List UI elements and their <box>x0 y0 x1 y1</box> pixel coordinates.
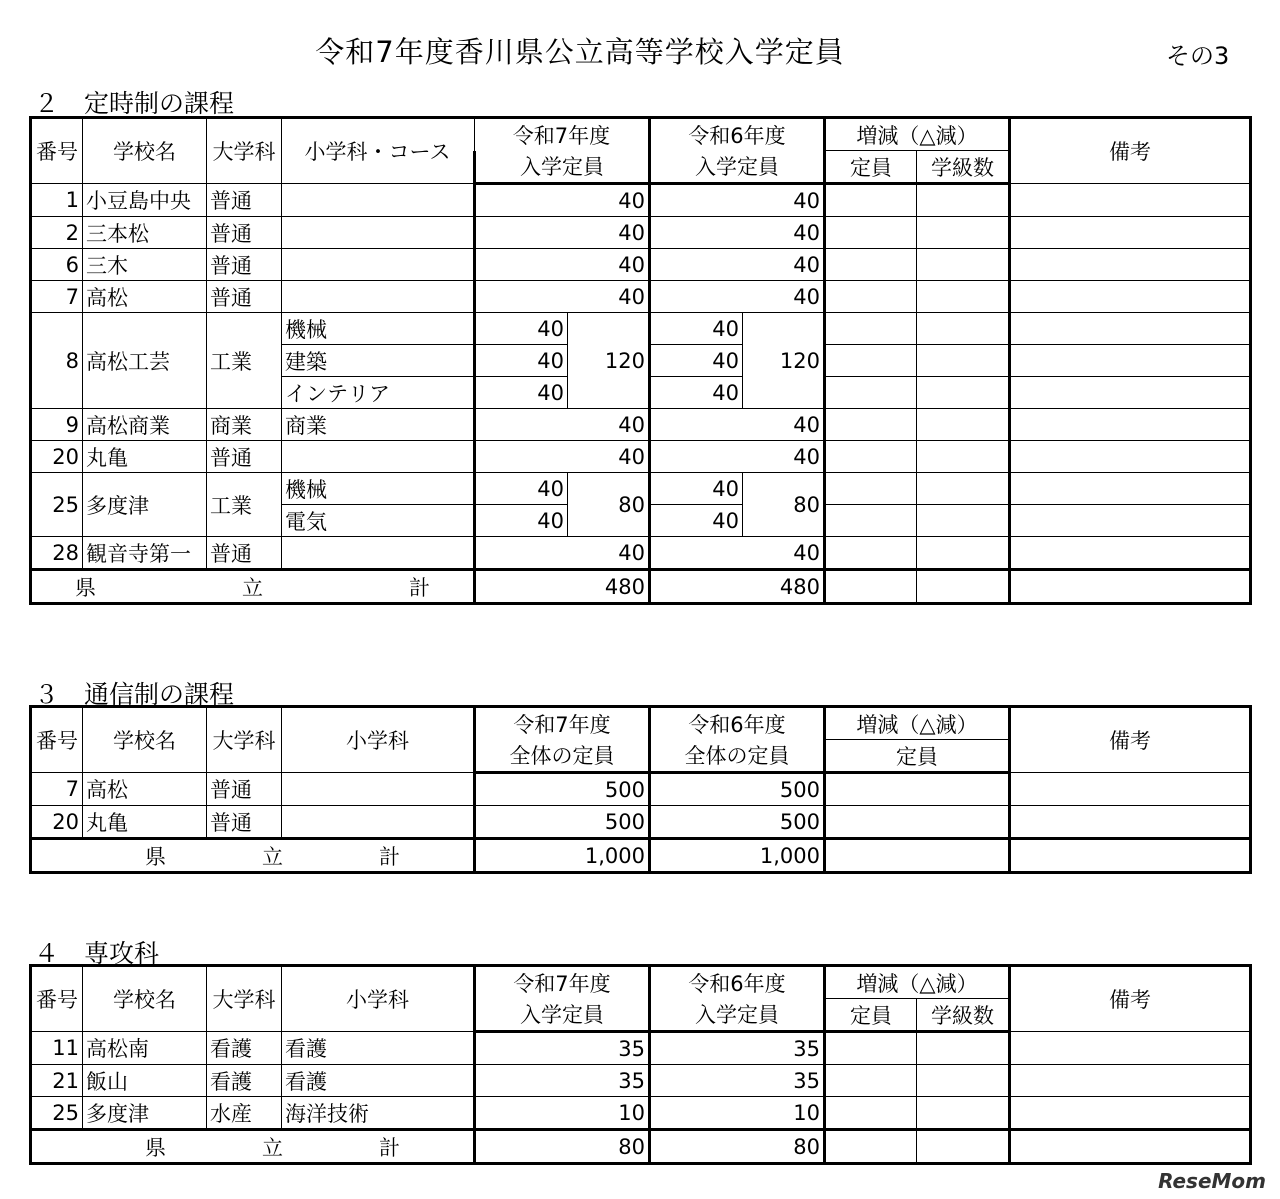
cell-change-classes <box>917 441 1010 473</box>
table-row <box>31 1032 1251 1065</box>
cell-dept: 普通 <box>207 249 282 281</box>
total-label-3: 計 <box>379 844 400 869</box>
cell-change-capacity <box>825 839 1010 873</box>
cell-sub: 電気 <box>282 505 475 537</box>
total-r6: 80 <box>650 1130 825 1164</box>
header-r6-top: 令和6年度 <box>650 707 825 740</box>
cell-dept: 看護 <box>207 1032 282 1065</box>
cell-notes <box>1010 773 1251 806</box>
header-r6-bottom: 全体の定員 <box>650 740 825 773</box>
cell-sub <box>282 441 475 473</box>
cell-change-capacity <box>825 281 917 313</box>
cell-notes <box>1010 217 1251 249</box>
cell-r7-sub: 40 <box>475 473 568 505</box>
cell-sub: 機械 <box>282 473 475 505</box>
header-r7-bottom: 全体の定員 <box>475 740 650 773</box>
cell-school: 高松 <box>83 281 207 313</box>
cell-notes <box>1010 249 1251 281</box>
cell-r7: 40 <box>475 409 650 441</box>
cell-notes <box>1010 441 1251 473</box>
cell-r6: 40 <box>650 409 825 441</box>
cell-change-capacity <box>825 537 917 570</box>
cell-notes <box>1010 1097 1251 1130</box>
cell-change-classes <box>917 473 1010 505</box>
header-r7-bottom: 入学定員 <box>475 151 650 184</box>
cell-r6: 500 <box>650 773 825 806</box>
cell-no: 6 <box>31 249 83 281</box>
cell-dept: 工業 <box>207 313 282 409</box>
cell-dept: 商業 <box>207 409 282 441</box>
header-no: 番号 <box>31 707 83 773</box>
table-row <box>31 184 1251 217</box>
header-dept: 大学科 <box>207 966 282 1032</box>
section-title-senkoka: ４ 専攻科 <box>34 939 160 968</box>
table-row <box>31 806 1251 839</box>
cell-r7: 10 <box>475 1097 650 1130</box>
cell-r7: 40 <box>475 249 650 281</box>
cell-no: 1 <box>31 184 83 217</box>
cell-no: 25 <box>31 473 83 537</box>
cell-r6: 40 <box>650 537 825 570</box>
cell-notes <box>1010 473 1251 505</box>
senkoka-table <box>29 964 1252 1165</box>
cell-change-capacity <box>825 217 917 249</box>
page-title: 令和7年度香川県公立高等学校入学定員 <box>315 35 845 69</box>
cell-school: 多度津 <box>83 473 207 537</box>
header-school: 学校名 <box>83 118 207 184</box>
total-row <box>31 570 1251 604</box>
cell-r6: 40 <box>650 217 825 249</box>
section-title-tsushinsei: ３ 通信制の課程 <box>34 680 235 709</box>
cell-change-classes <box>917 1065 1010 1097</box>
cell-change-capacity <box>825 345 917 377</box>
cell-school: 高松南 <box>83 1032 207 1065</box>
cell-dept: 普通 <box>207 217 282 249</box>
cell-r6: 500 <box>650 806 825 839</box>
cell-r7: 35 <box>475 1065 650 1097</box>
table-row <box>31 313 1251 345</box>
cell-change-capacity <box>825 473 917 505</box>
table-row <box>31 537 1251 570</box>
total-r6: 480 <box>650 570 825 604</box>
cell-change-capacity <box>825 505 917 537</box>
cell-r7: 40 <box>475 537 650 570</box>
total-label-3: 計 <box>379 1135 400 1160</box>
cell-school: 高松商業 <box>83 409 207 441</box>
header-row-1 <box>31 707 1251 740</box>
header-dept: 大学科 <box>207 118 282 184</box>
cell-school: 高松工芸 <box>83 313 207 409</box>
cell-r7: 500 <box>475 806 650 839</box>
cell-r7-sub: 40 <box>475 505 568 537</box>
table-row <box>31 1097 1251 1130</box>
cell-r6-total: 120 <box>743 313 825 409</box>
cell-change-classes <box>917 281 1010 313</box>
header-dept: 大学科 <box>207 707 282 773</box>
cell-no: 20 <box>31 806 83 839</box>
cell-school: 三木 <box>83 249 207 281</box>
cell-change-classes <box>917 249 1010 281</box>
section-title-teijisei: ２ 定時制の課程 <box>34 89 235 118</box>
cell-notes <box>1010 313 1251 345</box>
cell-r6-sub: 40 <box>650 473 743 505</box>
cell-sub: 看護 <box>282 1065 475 1097</box>
table-row <box>31 409 1251 441</box>
cell-notes <box>1010 184 1251 217</box>
cell-r7: 500 <box>475 773 650 806</box>
cell-dept: 普通 <box>207 184 282 217</box>
cell-change-classes <box>917 184 1010 217</box>
table-row <box>31 281 1251 313</box>
cell-change-classes <box>917 377 1010 409</box>
header-r7-top: 令和7年度 <box>475 118 650 151</box>
header-subdept: 小学科・コース <box>282 118 475 184</box>
cell-dept: 水産 <box>207 1097 282 1130</box>
cell-school: 丸亀 <box>83 441 207 473</box>
header-row-1 <box>31 118 1251 151</box>
cell-change-capacity <box>825 1130 917 1164</box>
header-r6-bottom: 入学定員 <box>650 999 825 1032</box>
header-row-1 <box>31 966 1251 999</box>
header-no: 番号 <box>31 118 83 184</box>
cell-change-capacity <box>825 184 917 217</box>
cell-change-capacity <box>825 570 917 604</box>
cell-r6: 40 <box>650 249 825 281</box>
cell-change-capacity <box>825 1097 917 1130</box>
cell-change-classes <box>917 409 1010 441</box>
header-r7-top: 令和7年度 <box>475 707 650 740</box>
teijisei-table <box>29 116 1252 605</box>
cell-dept: 普通 <box>207 441 282 473</box>
header-r6-top: 令和6年度 <box>650 118 825 151</box>
total-label-1: 県 <box>75 575 96 600</box>
cell-no: 7 <box>31 281 83 313</box>
header-school: 学校名 <box>83 707 207 773</box>
cell-no: 20 <box>31 441 83 473</box>
tsushinsei-table <box>29 705 1252 874</box>
total-label-2: 立 <box>262 844 283 869</box>
cell-notes <box>1010 570 1251 604</box>
cell-r7: 35 <box>475 1032 650 1065</box>
cell-r6: 40 <box>650 441 825 473</box>
header-change: 増減（△減） <box>825 966 1010 999</box>
table-row <box>31 473 1251 505</box>
cell-dept: 普通 <box>207 773 282 806</box>
total-r7: 480 <box>475 570 650 604</box>
header-notes: 備考 <box>1010 966 1251 1032</box>
cell-school: 丸亀 <box>83 806 207 839</box>
total-label-2: 立 <box>262 1135 283 1160</box>
total-label-3: 計 <box>409 575 430 600</box>
header-subdept: 小学科 <box>282 707 475 773</box>
cell-r6: 40 <box>650 281 825 313</box>
cell-change-classes <box>917 1130 1010 1164</box>
cell-notes <box>1010 839 1251 873</box>
cell-change-classes <box>917 1032 1010 1065</box>
table-row <box>31 217 1251 249</box>
header-subdept: 小学科 <box>282 966 475 1032</box>
header-notes: 備考 <box>1010 707 1251 773</box>
page-label: その3 <box>1166 42 1230 70</box>
cell-dept: 普通 <box>207 537 282 570</box>
cell-school: 三本松 <box>83 217 207 249</box>
cell-r7: 40 <box>475 184 650 217</box>
cell-dept: 看護 <box>207 1065 282 1097</box>
cell-sub: 商業 <box>282 409 475 441</box>
cell-change-capacity <box>825 441 917 473</box>
total-label-1: 県 <box>145 844 166 869</box>
cell-change-classes <box>917 313 1010 345</box>
cell-change-classes <box>917 217 1010 249</box>
cell-r7-sub: 40 <box>475 377 568 409</box>
total-r6: 1,000 <box>650 839 825 873</box>
header-change: 増減（△減） <box>825 118 1010 151</box>
total-r7: 1,000 <box>475 839 650 873</box>
total-row <box>31 839 1251 873</box>
header-r6-bottom: 入学定員 <box>650 151 825 184</box>
cell-r6: 35 <box>650 1065 825 1097</box>
cell-dept: 工業 <box>207 473 282 537</box>
cell-sub: 機械 <box>282 313 475 345</box>
cell-notes <box>1010 345 1251 377</box>
total-label-2: 立 <box>242 575 263 600</box>
cell-r7-total: 80 <box>568 473 650 537</box>
cell-r6-total: 80 <box>743 473 825 537</box>
cell-r6: 40 <box>650 184 825 217</box>
total-label-1: 県 <box>145 1135 166 1160</box>
cell-r6-sub: 40 <box>650 313 743 345</box>
cell-no: 2 <box>31 217 83 249</box>
total-label <box>31 570 475 604</box>
cell-change-capacity <box>825 313 917 345</box>
header-change-capacity: 定員 <box>825 740 1010 773</box>
cell-sub <box>282 281 475 313</box>
cell-r6-sub: 40 <box>650 377 743 409</box>
cell-sub <box>282 249 475 281</box>
header-change: 増減（△減） <box>825 707 1010 740</box>
cell-school: 観音寺第一 <box>83 537 207 570</box>
cell-no: 8 <box>31 313 83 409</box>
cell-change-capacity <box>825 1065 917 1097</box>
cell-notes <box>1010 1032 1251 1065</box>
cell-change-capacity <box>825 806 1010 839</box>
total-label <box>31 1130 475 1164</box>
cell-no: 28 <box>31 537 83 570</box>
cell-r7-sub: 40 <box>475 345 568 377</box>
cell-sub: 海洋技術 <box>282 1097 475 1130</box>
cell-r6-sub: 40 <box>650 505 743 537</box>
header-change-classes: 学級数 <box>917 999 1010 1032</box>
cell-change-capacity <box>825 377 917 409</box>
cell-school: 高松 <box>83 773 207 806</box>
cell-notes <box>1010 409 1251 441</box>
cell-sub: インテリア <box>282 377 475 409</box>
header-change-capacity: 定員 <box>825 151 917 184</box>
cell-sub: 建築 <box>282 345 475 377</box>
cell-no: 25 <box>31 1097 83 1130</box>
cell-change-capacity <box>825 409 917 441</box>
cell-dept: 普通 <box>207 281 282 313</box>
header-school: 学校名 <box>83 966 207 1032</box>
header-r7-bottom: 入学定員 <box>475 999 650 1032</box>
table-row <box>31 773 1251 806</box>
cell-sub <box>282 184 475 217</box>
cell-r7: 40 <box>475 441 650 473</box>
header-no: 番号 <box>31 966 83 1032</box>
cell-change-capacity <box>825 773 1010 806</box>
cell-change-classes <box>917 505 1010 537</box>
cell-dept: 普通 <box>207 806 282 839</box>
table-row <box>31 249 1251 281</box>
cell-notes <box>1010 806 1251 839</box>
cell-r6: 35 <box>650 1032 825 1065</box>
cell-no: 9 <box>31 409 83 441</box>
cell-sub <box>282 773 475 806</box>
cell-change-capacity <box>825 249 917 281</box>
cell-r7: 40 <box>475 281 650 313</box>
cell-sub <box>282 537 475 570</box>
cell-change-classes <box>917 1097 1010 1130</box>
cell-sub: 看護 <box>282 1032 475 1065</box>
total-label <box>31 839 475 873</box>
cell-change-classes <box>917 537 1010 570</box>
header-change-classes: 学級数 <box>917 151 1010 184</box>
cell-r6: 10 <box>650 1097 825 1130</box>
cell-change-capacity <box>825 1032 917 1065</box>
watermark-logo: ReseMom <box>1158 1169 1266 1193</box>
cell-r7-total: 120 <box>568 313 650 409</box>
cell-school: 多度津 <box>83 1097 207 1130</box>
cell-school: 小豆島中央 <box>83 184 207 217</box>
header-r7-top: 令和7年度 <box>475 966 650 999</box>
header-change-capacity: 定員 <box>825 999 917 1032</box>
cell-r7-sub: 40 <box>475 313 568 345</box>
total-r7: 80 <box>475 1130 650 1164</box>
cell-notes <box>1010 505 1251 537</box>
cell-notes <box>1010 377 1251 409</box>
cell-notes <box>1010 1065 1251 1097</box>
cell-school: 飯山 <box>83 1065 207 1097</box>
cell-no: 11 <box>31 1032 83 1065</box>
total-row <box>31 1130 1251 1164</box>
cell-change-classes <box>917 570 1010 604</box>
header-r6-top: 令和6年度 <box>650 966 825 999</box>
cell-notes <box>1010 281 1251 313</box>
cell-r7: 40 <box>475 217 650 249</box>
table-row <box>31 441 1251 473</box>
cell-notes <box>1010 537 1251 570</box>
cell-sub <box>282 806 475 839</box>
cell-change-classes <box>917 345 1010 377</box>
cell-notes <box>1010 1130 1251 1164</box>
cell-sub <box>282 217 475 249</box>
cell-no: 7 <box>31 773 83 806</box>
header-notes: 備考 <box>1010 118 1251 184</box>
table-row <box>31 1065 1251 1097</box>
cell-r6-sub: 40 <box>650 345 743 377</box>
cell-no: 21 <box>31 1065 83 1097</box>
